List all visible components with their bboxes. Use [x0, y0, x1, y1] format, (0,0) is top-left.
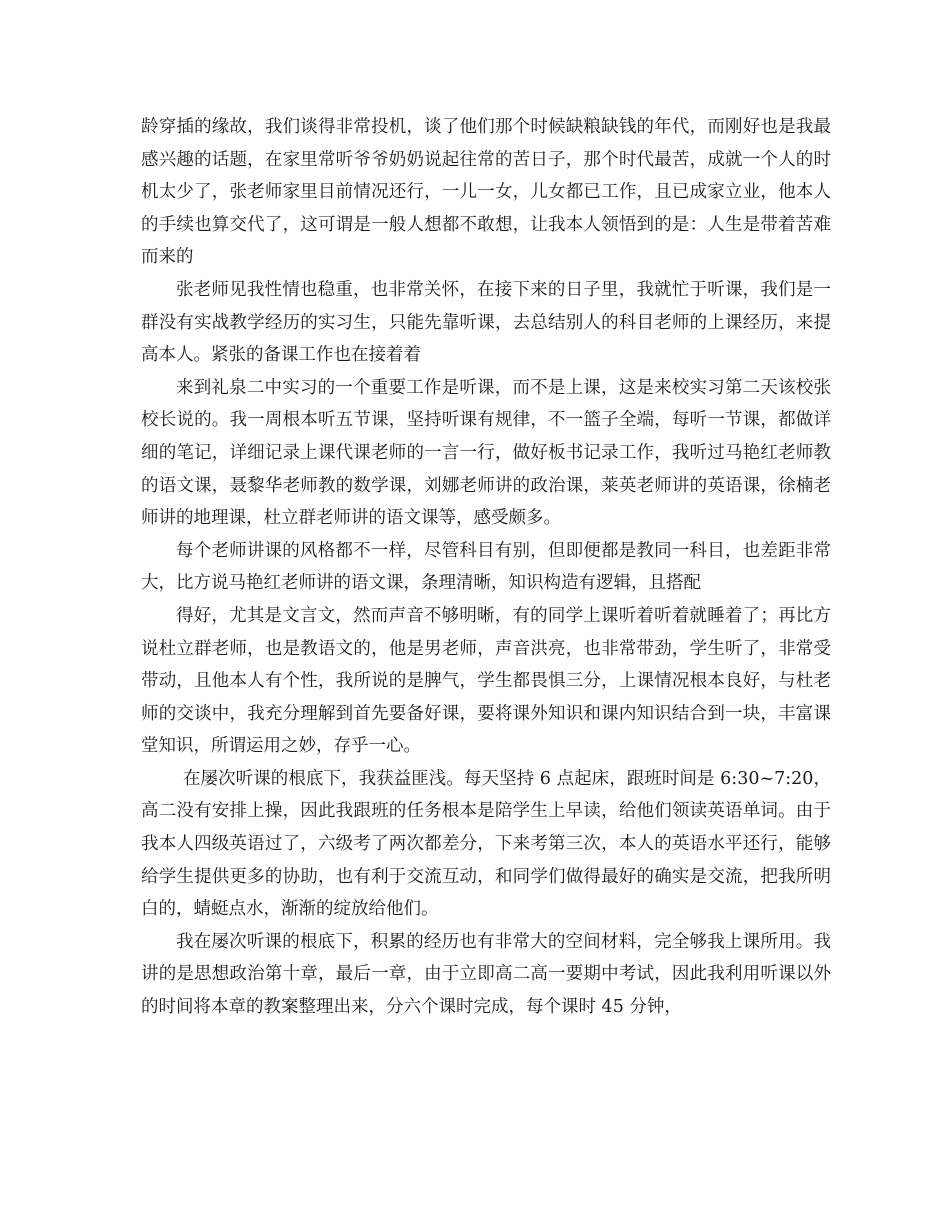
paragraph-6: 在屡次听课的根底下，我获益匪浅。每天坚持 6 点起床，跟班时间是 6:30~7:20，高二没有安排上操，因此我跟班的任务根本是陪学生上早读，给他们领读英语单词。由于我本人四级英语过了，六级考了两次都差分，下来考第三次，本人的英语水平还行，能够给学生提供更多的协助，也有利于交流互动，和同学们做得最好的确实是交流，把我所明白的，蜻蜓点水，渐渐的绽放给他们。 [141, 768, 831, 920]
paragraph-5: 得好，尤其是文言文，然而声音不够明晰，有的同学上课听着听着就睡着了；再比方说杜立群老师，也是教语文的，他是男老师，声音洪亮，也非常带劲，学生听了，非常受带动，且他本人有个性，我所说的是脾气，学生都畏惧三分，上课情况根本良好，与杜老师的交谈中，我充分理解到首先要备好课，要将课外知识和课内知识结合到一块，丰富课堂知识，所谓运用之妙，存乎一心。 [141, 605, 831, 757]
body-text [141, 111, 831, 1024]
paragraph-7: 我在屡次听课的根底下，积累的经历也有非常大的空间材料，完全够我上课所用。我讲的是思想政治第十章，最后一章，由于立即高二高一要期中考试，因此我利用听课以外的时间将本章的教案整理出来，分六个课时完成，每个课时 45 分钟， [141, 931, 831, 1018]
paragraph-1: 龄穿插的缘故，我们谈得非常投机，谈了他们那个时候缺粮缺钱的年代，而刚好也是我最感兴趣的话题，在家里常听爷爷奶奶说起往常的苦日子，那个时代最苦，成就一个人的时机太少了，张老师家里目前情况还行，一儿一女，儿女都已工作，且已成家立业，他本人的手续也算交代了，这可谓是一般人想都不敢想，让我本人领悟到的是：人生是带着苦难而来的 [141, 117, 831, 268]
paragraph-3: 来到礼泉二中实习的一个重要工作是听课，而不是上课，这是来校实习第二天该校张校长说的。我一周根本听五节课，坚持听课有规律，不一篮子全端，每听一节课，都做详细的笔记，详细记录上课代课老师的一言一行，做好板书记录工作，我听过马艳红老师教的语文课，聂黎华老师教的数学课，刘娜老师讲的政治课，莱英老师讲的英语课，徐楠老师讲的地理课，杜立群老师讲的语文课等，感受颇多。 [141, 377, 831, 529]
paragraph-4: 每个老师讲课的风格都不一样，尽管科目有别，但即便都是教同一科目，也差距非常大，比方说马艳红老师讲的语文课，条理清晰，知识构造有逻辑，且搭配 [141, 540, 831, 594]
paragraph-2: 张老师见我性情也稳重，也非常关怀，在接下来的日子里，我就忙于听课，我们是一群没有实战教学经历的实习生，只能先靠听课，去总结别人的科目老师的上课经历，来提高本人。紧张的备课工作也在接着着 [141, 279, 831, 366]
